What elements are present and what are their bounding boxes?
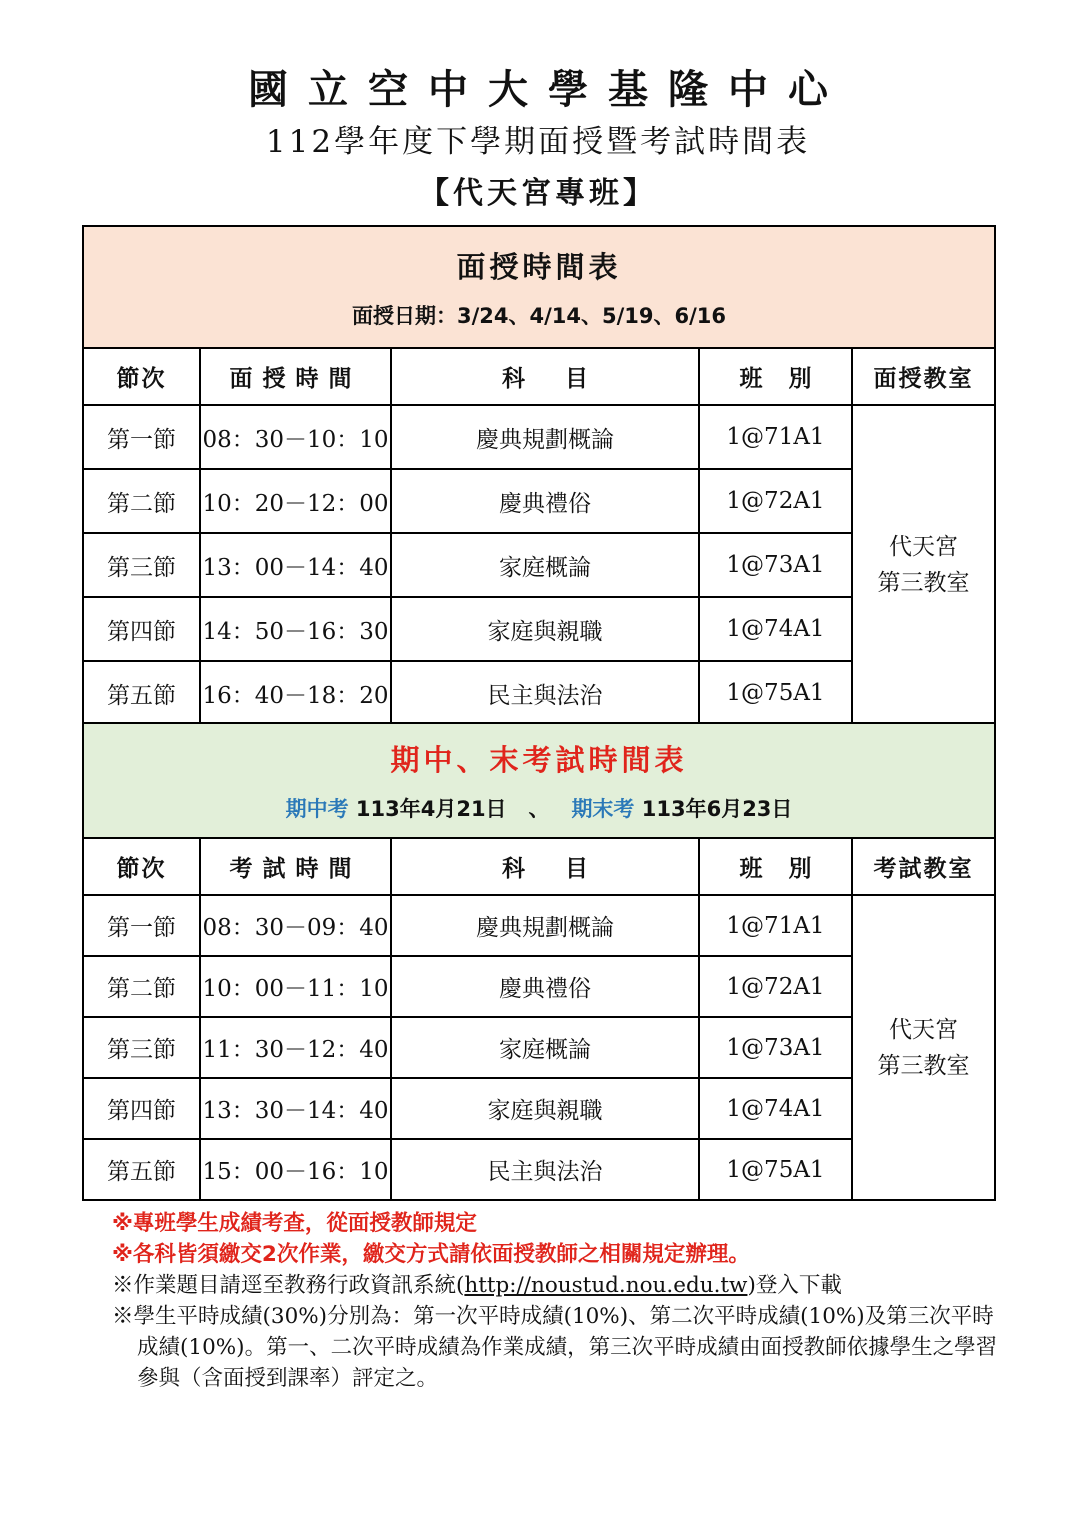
- subject-cell: 民主與法治: [391, 1139, 699, 1200]
- header-subject: 科目: [391, 348, 699, 405]
- class-cell: 1@72A1: [699, 469, 852, 533]
- final-label: 期末考: [571, 797, 635, 821]
- header-period: 節次: [83, 348, 200, 405]
- subject-cell: 家庭與親職: [391, 1078, 699, 1139]
- time-cell: 11：30－12：40: [200, 1017, 391, 1078]
- subject-cell: 慶典規劃概論: [391, 405, 699, 469]
- subject-cell: 慶典規劃概論: [391, 895, 699, 956]
- note-scoring: ※學生平時成績(30%)分別為：第一次平時成績(10%)、第二次平時成績(10%)及第三次平時成績(10%)。第一、二次平時成績為作業成績，第三次平時成績由面授教師依據學生之學習參與（含面授到課率）評定之。: [112, 1304, 998, 1391]
- time-cell: 08：30－09：40: [200, 895, 391, 956]
- exam-schedule-table: [82, 722, 996, 1201]
- table-row: [83, 895, 995, 956]
- class-cell: 1@74A1: [699, 597, 852, 661]
- period-cell: 第五節: [83, 661, 200, 725]
- note-download: [112, 1270, 1012, 1301]
- exam-section-title: 期中、末考試時間表: [390, 743, 688, 777]
- center-title: 國立空中大學基隆中心: [248, 67, 848, 113]
- time-cell: 13：00－14：40: [200, 533, 391, 597]
- midterm-date: 113年4月21日: [355, 797, 507, 821]
- note-assignments: ※各科皆須繳交2次作業，繳交方式請依面授教師之相關規定辦理。: [112, 1242, 750, 1267]
- period-cell: 第四節: [83, 597, 200, 661]
- time-cell: 08：30－10：10: [200, 405, 391, 469]
- room-line1: 代天宮: [889, 534, 958, 560]
- room-line2: 第三教室: [877, 570, 970, 596]
- subject-cell: 家庭概論: [391, 533, 699, 597]
- class-cell: 1@73A1: [699, 533, 852, 597]
- schedule-title: 112學年度下學期面授暨考試時間表: [265, 124, 811, 160]
- class-cell: 1@74A1: [699, 1078, 852, 1139]
- period-cell: 第一節: [83, 405, 200, 469]
- time-cell: 15：00－16：10: [200, 1139, 391, 1200]
- subject-cell: 家庭概論: [391, 1017, 699, 1078]
- exam-header-row: [83, 838, 995, 895]
- note-grading: ※專班學生成績考查，從面授教師規定: [112, 1211, 477, 1236]
- midterm-label: 期中考: [285, 797, 349, 821]
- class-cell: 1@73A1: [699, 1017, 852, 1078]
- table-row: [83, 405, 995, 469]
- header-class: 班別: [699, 348, 852, 405]
- header-room: 面授教室: [852, 348, 995, 405]
- time-cell: 14：50－16：30: [200, 597, 391, 661]
- lecture-banner: [83, 226, 995, 348]
- final-date: 113年6月23日: [641, 797, 793, 821]
- class-cell: 1@72A1: [699, 956, 852, 1017]
- period-cell: 第二節: [83, 469, 200, 533]
- period-cell: 第五節: [83, 1139, 200, 1200]
- system-link[interactable]: http://noustud.nou.edu.tw: [464, 1273, 748, 1298]
- time-cell: 13：30－14：40: [200, 1078, 391, 1139]
- subject-cell: 家庭與親職: [391, 597, 699, 661]
- time-cell: 16：40－18：20: [200, 661, 391, 725]
- exam-dates: [84, 793, 994, 823]
- exam-banner: [83, 723, 995, 838]
- header-room: 考試教室: [852, 838, 995, 895]
- period-cell: 第二節: [83, 956, 200, 1017]
- time-cell: 10：00－11：10: [200, 956, 391, 1017]
- header-time: 面授時間: [200, 348, 391, 405]
- class-name: 【代天宮專班】: [419, 176, 657, 211]
- class-cell: 1@75A1: [699, 1139, 852, 1200]
- note-download-prefix: ※作業題目請逕至教務行政資訊系統(: [112, 1273, 465, 1298]
- subject-cell: 慶典禮俗: [391, 956, 699, 1017]
- header-time: 考試時間: [200, 838, 391, 895]
- header-class: 班別: [699, 838, 852, 895]
- room-cell: [852, 895, 995, 1200]
- period-cell: 第三節: [83, 533, 200, 597]
- lecture-header-row: [83, 348, 995, 405]
- room-line1: 代天宮: [889, 1016, 958, 1043]
- class-cell: 1@71A1: [699, 405, 852, 469]
- notes-section: [112, 1208, 1012, 1394]
- subject-cell: 慶典禮俗: [391, 469, 699, 533]
- period-cell: 第一節: [83, 895, 200, 956]
- class-cell: 1@71A1: [699, 895, 852, 956]
- header-subject: 科目: [391, 838, 699, 895]
- note-download-suffix: )登入下載: [747, 1273, 842, 1298]
- lecture-dates: 面授日期：3/24、4/14、5/19、6/16: [351, 303, 727, 328]
- lecture-schedule-table: [82, 225, 996, 726]
- room-cell: [852, 405, 995, 725]
- period-cell: 第四節: [83, 1078, 200, 1139]
- room-line2: 第三教室: [877, 1052, 970, 1079]
- header-period: 節次: [83, 838, 200, 895]
- period-cell: 第三節: [83, 1017, 200, 1078]
- date-separator: 、: [528, 797, 550, 821]
- subject-cell: 民主與法治: [391, 661, 699, 725]
- time-cell: 10：20－12：00: [200, 469, 391, 533]
- lecture-section-title: 面授時間表: [456, 249, 622, 284]
- class-cell: 1@75A1: [699, 661, 852, 725]
